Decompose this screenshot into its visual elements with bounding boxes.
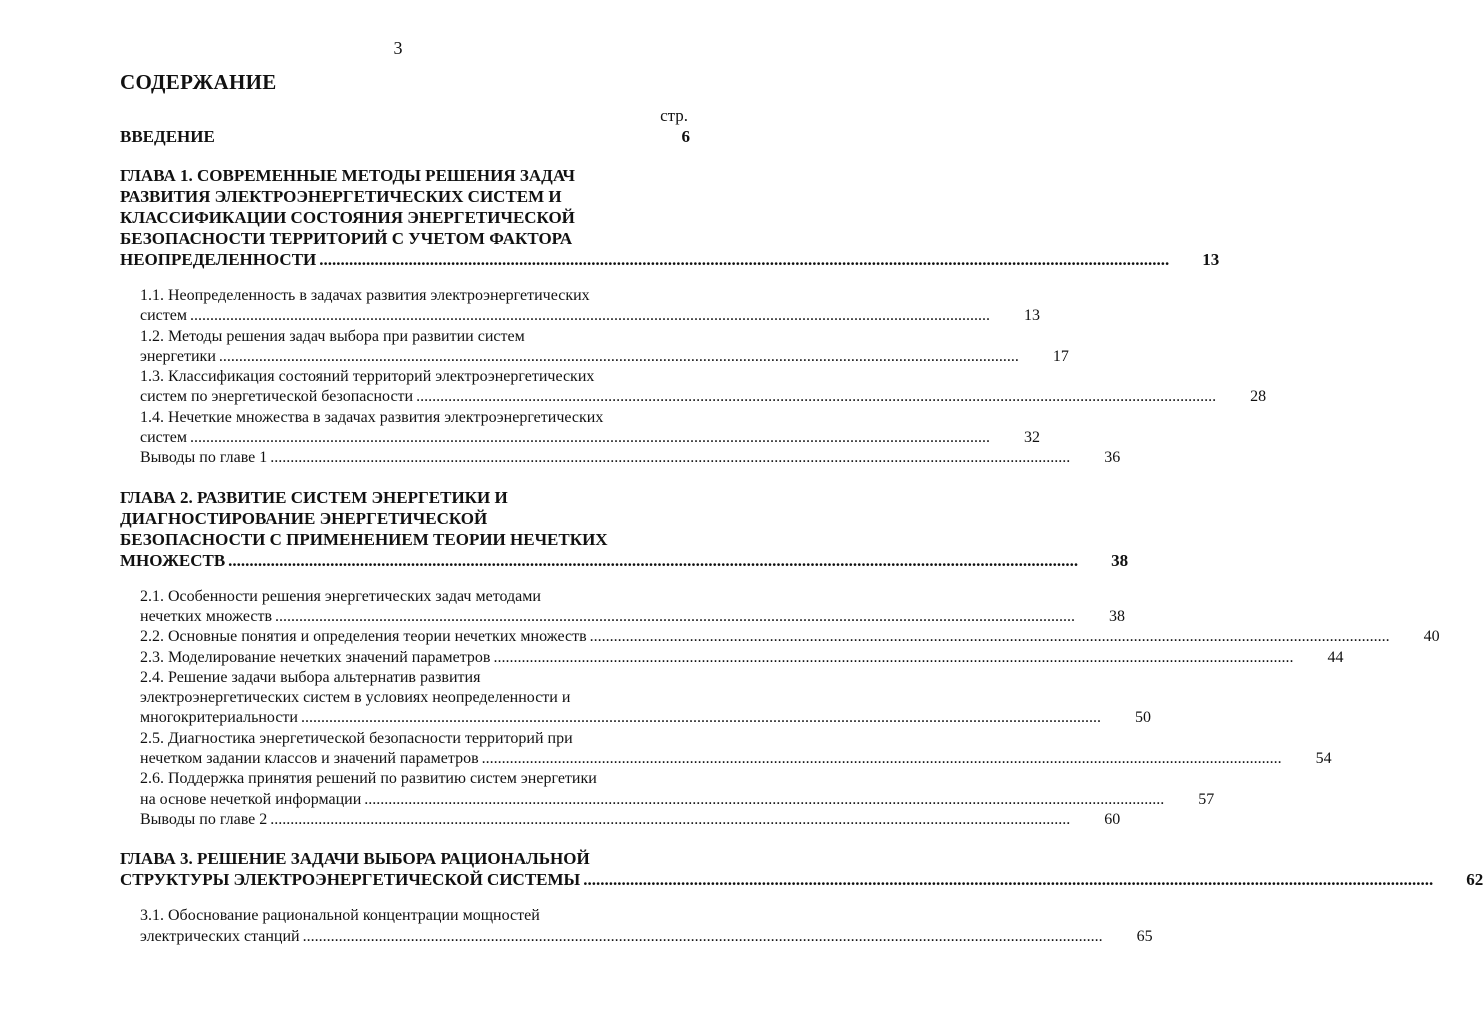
toc-chapter-entry-page: 62 <box>1466 870 1483 890</box>
toc-intro-entry[interactable] <box>120 126 690 147</box>
toc-section-entry-text <box>140 327 1019 368</box>
toc-section-entry-page: 13 <box>1023 307 1040 325</box>
entry-last-line <box>140 648 1293 668</box>
dot-leader: ........................................................................................................................................................................................................ <box>364 790 1165 808</box>
dot-leader: ........................................................................................................................................................................................................ <box>189 307 990 325</box>
toc-section-entry-page: 17 <box>1052 347 1069 365</box>
entry-last-line <box>140 790 1164 810</box>
entry-last-line <box>140 448 1070 468</box>
toc-section-entry-text <box>140 729 1282 770</box>
toc-chapter-entry[interactable] <box>120 487 1129 571</box>
entry-last-line <box>140 627 1390 647</box>
toc-chapter-entry-text <box>120 487 1078 571</box>
dot-leader: ........................................................................................................................................................................................................ <box>275 607 1076 625</box>
toc-section-entry-text <box>140 286 990 327</box>
entry-last-line <box>140 749 1282 769</box>
entry-line: СТРУКТУРЫ ЭЛЕКТРОЭНЕРГЕТИЧЕСКОЙ СИСТЕМЫ <box>120 870 581 890</box>
toc-section-entry-page: 40 <box>1423 628 1440 646</box>
toc-chapter-entry-page: 13 <box>1202 250 1220 269</box>
entry-line: 2.5. Диагностика энергетической безопасности территорий при <box>140 729 573 747</box>
toc-section-entry[interactable] <box>120 587 1126 628</box>
toc-section-entry-page: 38 <box>1109 607 1126 625</box>
toc-chapter-entry[interactable] <box>120 165 1220 270</box>
toc-section-entry[interactable] <box>120 627 1440 647</box>
entry-last-line <box>140 306 990 326</box>
toc-intro-text: ВВЕДЕНИЕ <box>120 127 215 146</box>
toc-chapter-entry[interactable] <box>120 848 1483 890</box>
entry-line: 2.1. Особенности решения энергетических задач методами <box>140 587 541 605</box>
entry-line: 2.2. Основные понятия и определения теории нечетких множеств <box>140 628 587 646</box>
toc-section-entry[interactable] <box>120 769 1215 810</box>
toc-section-entry-page: 65 <box>1136 927 1153 945</box>
toc-section-entry-text <box>140 648 1293 668</box>
toc-intro-page: 6 <box>681 127 690 146</box>
entry-line: электроэнергетических систем в условиях неопределенности и <box>140 689 571 707</box>
dot-leader: ........................................................................................................................................................................................................ <box>300 709 1101 727</box>
entry-line: 1.3. Классификация состояний территорий электроэнергетических <box>140 368 595 386</box>
entry-line: РАЗВИТИЯ ЭЛЕКТРОЭНЕРГЕТИЧЕСКИХ СИСТЕМ И <box>120 187 562 206</box>
toc-section-entry[interactable] <box>120 408 1040 449</box>
toc-section-entry-page: 32 <box>1023 429 1040 447</box>
toc-section-entry[interactable] <box>120 367 1267 408</box>
page-number: 3 <box>393 38 403 58</box>
entry-line: МНОЖЕСТВ <box>120 550 226 570</box>
toc-section-entry-page: 57 <box>1198 790 1215 808</box>
toc-section-entry[interactable] <box>120 906 1153 947</box>
toc-section-entry-text <box>140 668 1101 729</box>
dot-leader: ........................................................................................................................................................................................................ <box>416 388 1217 406</box>
toc-section-entry[interactable] <box>120 448 1121 468</box>
entry-line: БЕЗОПАСНОСТИ С ПРИМЕНЕНИЕМ ТЕОРИИ НЕЧЕТКИХ <box>120 529 608 549</box>
page-column-label: стр. <box>660 106 688 125</box>
toc-section-entry-page: 50 <box>1134 709 1151 727</box>
entry-line: систем <box>140 307 187 325</box>
entry-line: 2.6. Поддержка принятия решений по развитию систем энергетики <box>140 770 597 788</box>
entry-line: нечетком задании классов и значений параметров <box>140 750 479 768</box>
entry-line: электрических станций <box>140 927 300 945</box>
entry-line: Выводы по главе 1 <box>140 449 268 467</box>
entry-line: БЕЗОПАСНОСТИ ТЕРРИТОРИЙ С УЧЕТОМ ФАКТОРА <box>120 229 573 248</box>
entry-last-line <box>120 869 1433 890</box>
toc-chapter-entry-text <box>120 165 1169 270</box>
entry-last-line <box>140 708 1101 728</box>
entry-line: ГЛАВА 2. РАЗВИТИЕ СИСТЕМ ЭНЕРГЕТИКИ И <box>120 487 508 507</box>
toc-section-entry[interactable] <box>120 729 1332 770</box>
entry-last-line <box>140 347 1019 367</box>
dot-leader: ........................................................................................................................................................................................................ <box>270 810 1071 828</box>
toc-section-entry-text <box>140 769 1164 810</box>
entry-line: 3.1. Обоснование рациональной концентрации мощностей <box>140 907 540 925</box>
toc-chapter-entry-text <box>120 848 1433 890</box>
entry-last-line <box>140 927 1103 947</box>
dot-leader: ........................................................................................................................................................................................................ <box>583 870 1434 890</box>
toc-section-entry[interactable] <box>120 668 1151 729</box>
entry-line: ДИАГНОСТИРОВАНИЕ ЭНЕРГЕТИЧЕСКОЙ <box>120 508 488 528</box>
dot-leader: ........................................................................................................................................................................................................ <box>319 250 1170 269</box>
toc-section-entry-text <box>140 408 990 449</box>
toc-section-entry-page: 28 <box>1250 388 1267 406</box>
entry-last-line <box>140 810 1070 830</box>
toc-section-entry-text <box>140 367 1216 408</box>
toc-section-entry-text <box>140 448 1070 468</box>
entry-last-line <box>140 387 1216 407</box>
toc-section-entry[interactable] <box>120 648 1344 668</box>
entry-last-line <box>140 428 990 448</box>
entry-line: систем <box>140 429 187 447</box>
toc-section-entry-text <box>140 906 1103 947</box>
entry-line: Выводы по главе 2 <box>140 810 268 828</box>
toc-section-entry-text <box>140 810 1070 830</box>
entry-line: НЕОПРЕДЕЛЕННОСТИ <box>120 250 317 269</box>
toc-section-entry-page: 36 <box>1104 449 1121 467</box>
entry-line: 2.3. Моделирование нечетких значений параметров <box>140 648 491 666</box>
toc-section-entry[interactable] <box>120 327 1069 368</box>
table-of-contents <box>120 126 1483 947</box>
entry-line: ГЛАВА 3. РЕШЕНИЕ ЗАДАЧИ ВЫБОРА РАЦИОНАЛЬНОЙ <box>120 849 590 869</box>
dot-leader: ........................................................................................................................................................................................................ <box>302 927 1103 945</box>
entry-line: на основе нечеткой информации <box>140 790 362 808</box>
entry-line: энергетики <box>140 347 216 365</box>
dot-leader: ........................................................................................................................................................................................................ <box>228 550 1079 570</box>
dot-leader: ........................................................................................................................................................................................................ <box>189 429 990 447</box>
toc-section-entry-page: 60 <box>1104 810 1121 828</box>
dot-leader: ........................................................................................................................................................................................................ <box>481 750 1282 768</box>
toc-section-entry[interactable] <box>120 810 1121 830</box>
entry-last-line <box>120 249 1169 270</box>
toc-section-entry-text <box>140 587 1075 628</box>
dot-leader: ........................................................................................................................................................................................................ <box>218 347 1019 365</box>
entry-line: 2.4. Решение задачи выбора альтернатив развития <box>140 668 481 686</box>
entry-last-line <box>120 550 1078 571</box>
dot-leader: ........................................................................................................................................................................................................ <box>493 648 1294 666</box>
entry-line: 1.1. Неопределенность в задачах развития электроэнергетических <box>140 287 590 304</box>
dot-leader: ........................................................................................................................................................................................................ <box>270 449 1071 467</box>
entry-line: многокритериальности <box>140 709 298 727</box>
toc-section-entry-page: 44 <box>1327 648 1344 666</box>
toc-section-entry-page: 54 <box>1315 750 1332 768</box>
entry-line: нечетких множеств <box>140 607 273 625</box>
entry-line: 1.4. Нечеткие множества в задачах развития электроэнергетических <box>140 408 604 426</box>
entry-line: КЛАССИФИКАЦИИ СОСТОЯНИЯ ЭНЕРГЕТИЧЕСКОЙ <box>120 208 575 227</box>
dot-leader: ........................................................................................................................................................................................................ <box>589 628 1390 646</box>
page-title: СОДЕРЖАНИЕ <box>120 70 277 94</box>
entry-line: систем по энергетической безопасности <box>140 388 414 406</box>
entry-last-line <box>140 607 1075 627</box>
toc-chapter-entry-page: 38 <box>1111 550 1129 570</box>
entry-line: ГЛАВА 1. СОВРЕМЕННЫЕ МЕТОДЫ РЕШЕНИЯ ЗАДАЧ <box>120 166 575 185</box>
entry-line: 1.2. Методы решения задач выбора при развитии систем <box>140 327 525 345</box>
toc-section-entry-text <box>140 627 1390 647</box>
toc-section-entry[interactable] <box>120 286 1040 327</box>
